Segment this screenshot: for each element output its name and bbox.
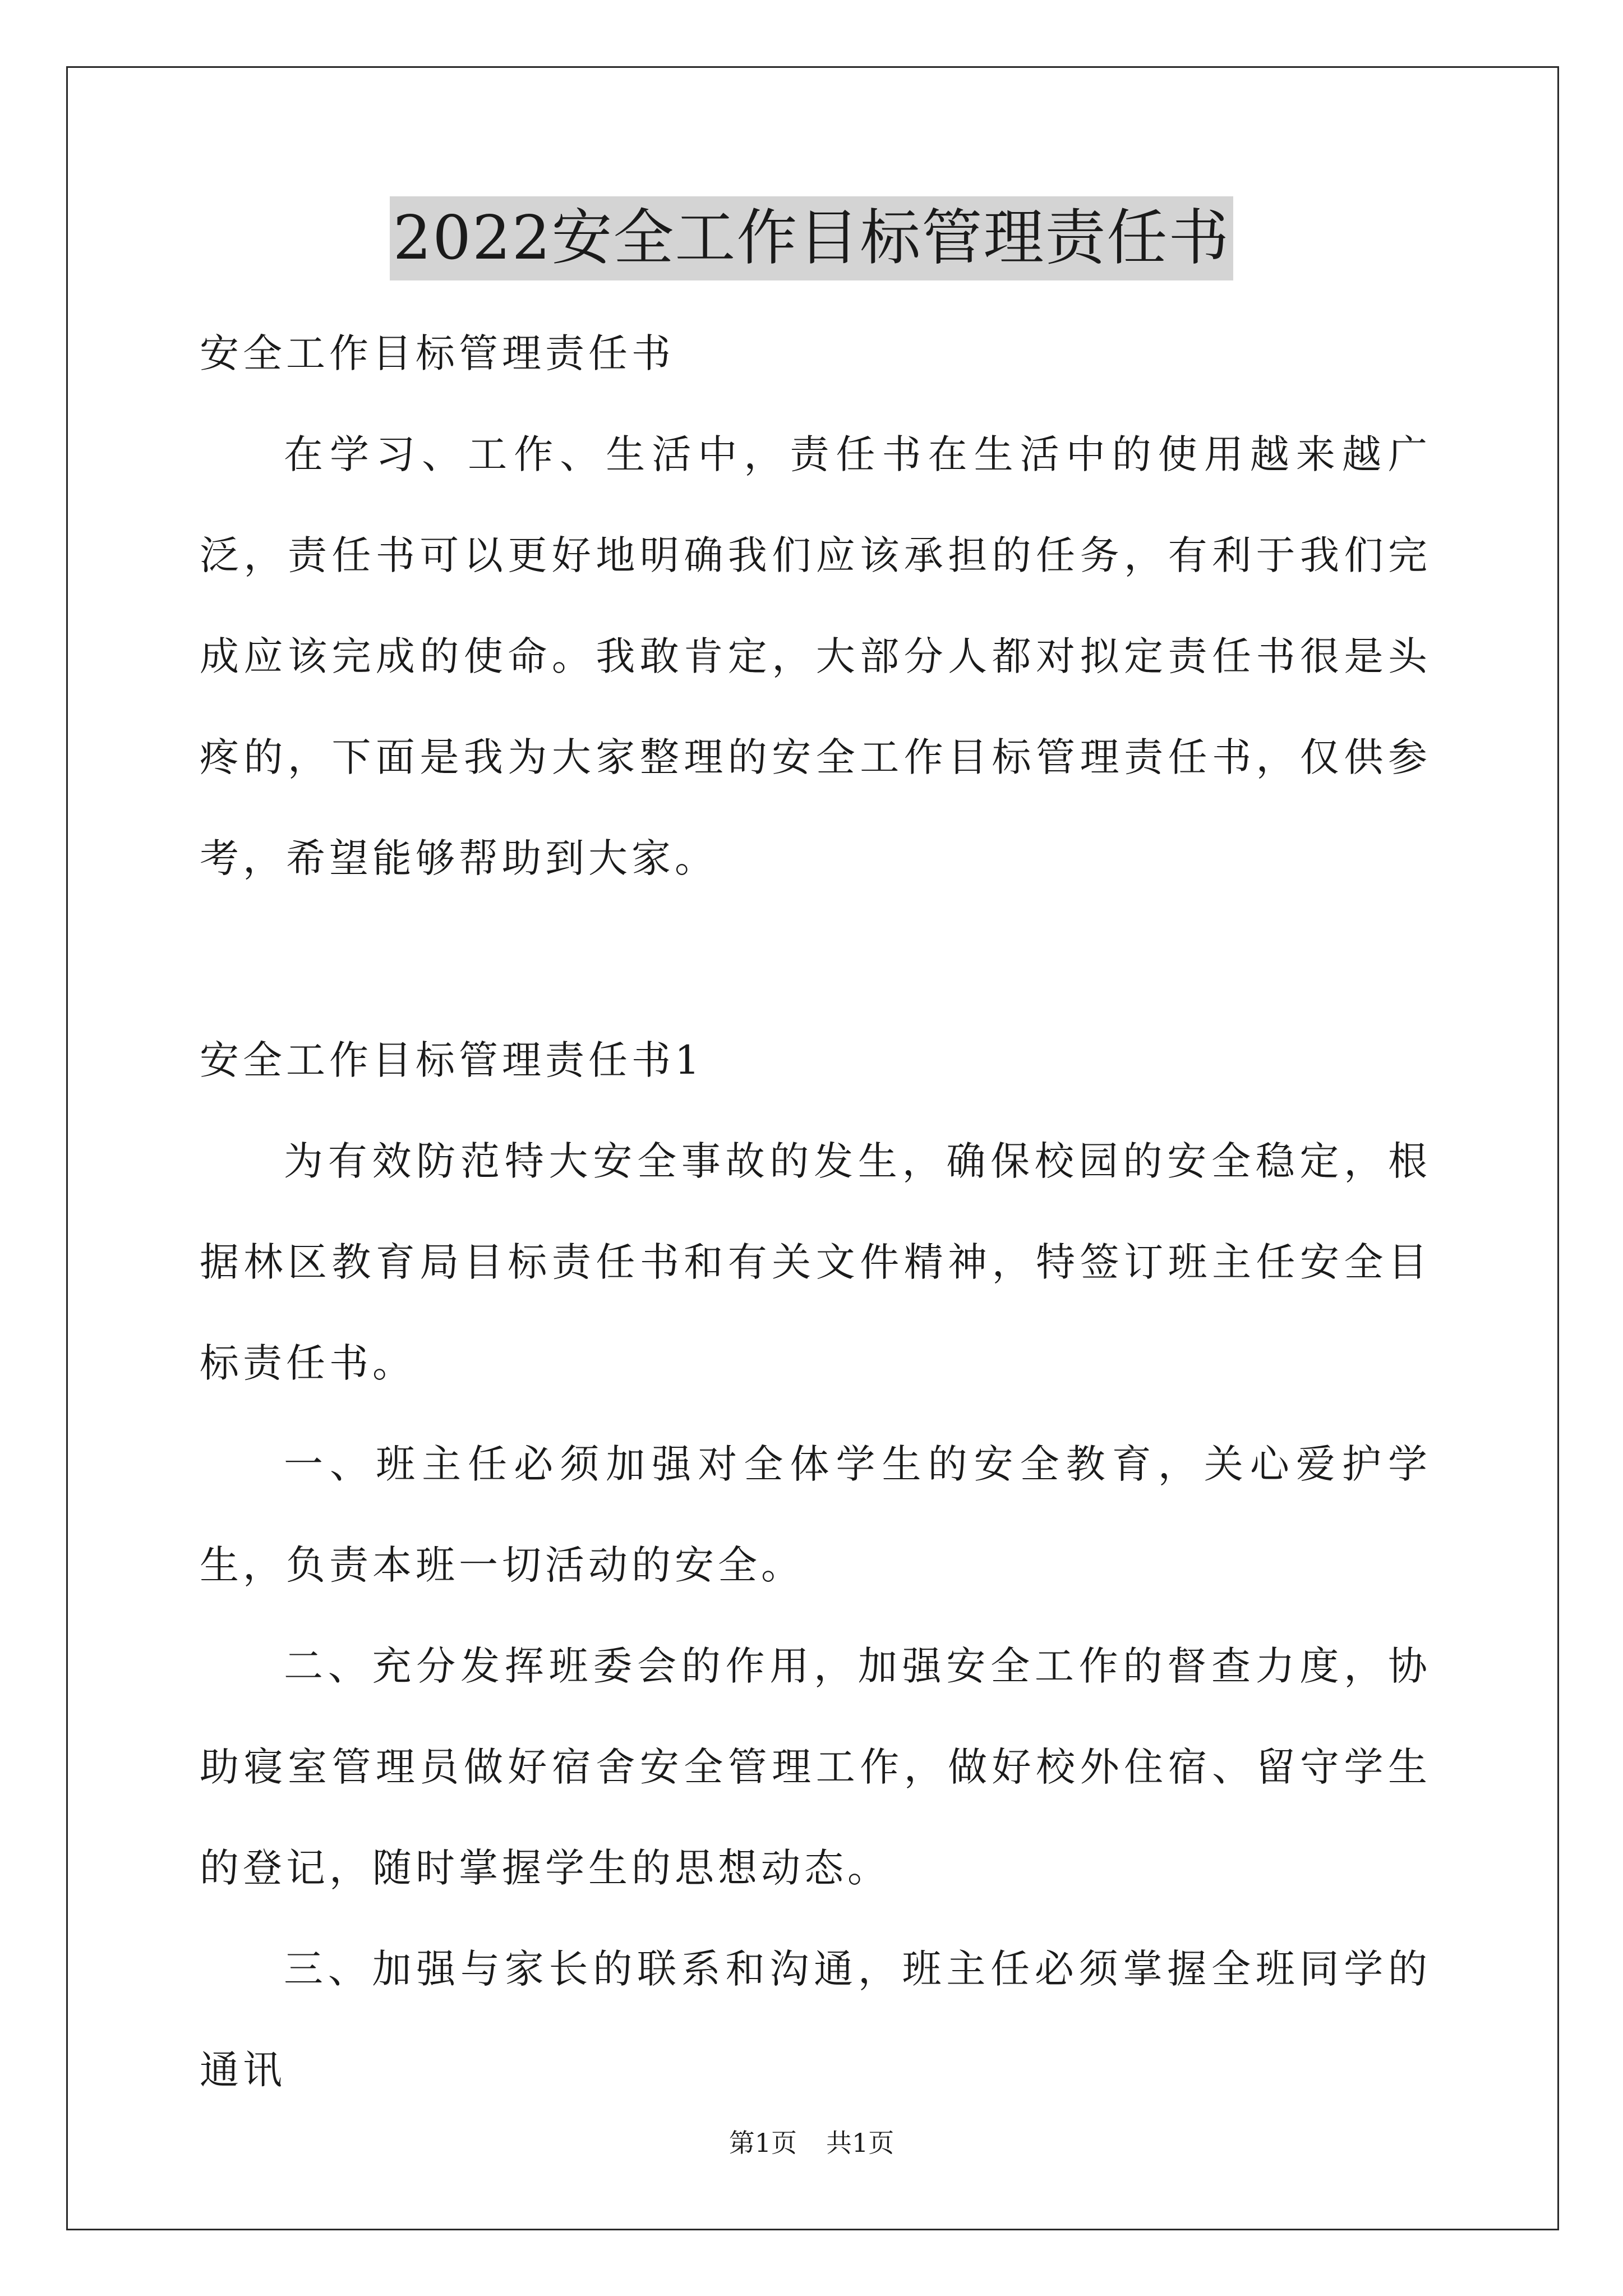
page-number: 第1页 xyxy=(728,2128,797,2158)
document-body xyxy=(200,303,1431,2120)
page-footer xyxy=(0,2126,1623,2160)
document-title: 2022安全工作目标管理责任书 xyxy=(390,196,1234,280)
document-subtitle: 安全工作目标管理责任书 xyxy=(200,330,675,376)
body-paragraph: 一、班主任必须加强对全体学生的安全教育，关心爱护学生，负责本班一切活动的安全。 xyxy=(200,1441,1431,1588)
intro-paragraph: 在学习、工作、生活中，责任书在生活中的使用越来越广泛，责任书可以更好地明确我们应该承担的任务，有利于我们完成应该完成的使命。我敢肯定，大部分人都对拟定责任书很是头疼的，下面是我为大家整理的安全工作目标管理责任书，仅供参考，希望能够帮助到大家。 xyxy=(200,431,1431,881)
section-spacer xyxy=(200,909,1431,1010)
body-paragraph: 三、加强与家长的联系和沟通，班主任必须掌握全班同学的通讯 xyxy=(200,1946,1431,2093)
body-paragraph: 为有效防范特大安全事故的发生，确保校园的安全稳定，根据林区教育局目标责任书和有关文件精神，特签订班主任安全目标责任书。 xyxy=(200,1138,1431,1386)
section-heading: 安全工作目标管理责任书1 xyxy=(200,1037,704,1083)
body-paragraph: 二、充分发挥班委会的作用，加强安全工作的督查力度，协助寝室管理员做好宿舍安全管理工作，做好校外住宿、留守学生的登记，随时掌握学生的思想动态。 xyxy=(200,1643,1431,1891)
title-container xyxy=(0,196,1623,280)
page-total: 共1页 xyxy=(826,2128,895,2158)
